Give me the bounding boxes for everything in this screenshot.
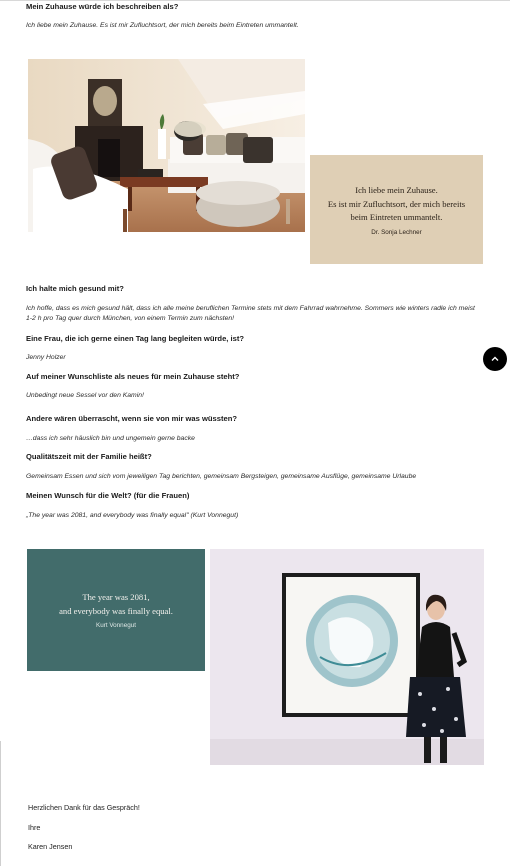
quote-line: Es ist mir Zufluchtsort, der mich bereits	[327, 198, 466, 209]
quote-author: Dr. Sonja Lechner	[371, 229, 422, 236]
answer-surprise: …dass ich sehr häuslich bin und ungemein gerne backe	[26, 435, 195, 442]
answer-world: „The year was 2081, and everybody was finally equal" (Kurt Vonnegut)	[26, 512, 239, 519]
answer-wishlist: Unbedingt neue Sessel vor den Kamin!	[26, 392, 144, 399]
answer-health: Ich hoffe, dass es mich gesund hält, dass ich alle meine beruflichen Termine stets mit dem Fahrrad wahrnehme. Sommers wie winters radle ich meist 1-2 h pro Tag quer durch München, von einem Termin zum nächsten!	[26, 305, 475, 322]
portrait-photo	[210, 549, 484, 765]
quote-text	[27, 590, 205, 618]
question-surprise: Andere wären überrascht, wenn sie von mir was wüssten?	[26, 414, 238, 423]
question-wishlist: Auf meiner Wunschliste als neues für mein Zuhause steht?	[26, 372, 240, 381]
chevron-up-icon	[490, 355, 500, 363]
closing-name: Karen Jensen	[28, 842, 73, 851]
closing-regards: Ihre	[28, 823, 41, 832]
question-woman: Eine Frau, die ich gerne einen Tag lang begleiten würde, ist?	[26, 334, 245, 343]
quote-text	[310, 184, 483, 225]
living-room-photo	[28, 59, 305, 232]
quote-card-home	[310, 155, 483, 264]
answer-family: Gemeinsam Essen und sich vom jeweiligen Tag berichten, gemeinsam Bergsteigen, gemeinsame Ausflüge, gemeinsame Urlaube	[26, 473, 417, 480]
quote-line: and everybody was finally equal.	[59, 606, 173, 616]
quote-author: Kurt Vonnegut	[96, 622, 136, 629]
quote-line: beim Eintreten ummantelt.	[350, 212, 443, 222]
closing-thanks: Herzlichen Dank für das Gespräch!	[28, 803, 140, 812]
answer-home: Ich liebe mein Zuhause. Es ist mir Zufluchtsort, der mich bereits beim Eintreten ummantelt.	[26, 22, 299, 29]
left-divider	[0, 741, 1, 866]
question-family: Qualitätszeit mit der Familie heißt?	[26, 452, 152, 461]
answer-woman: Jenny Holzer	[26, 354, 66, 361]
question-home: Mein Zuhause würde ich beschreiben als?	[26, 2, 179, 11]
question-health: Ich halte mich gesund mit?	[26, 284, 124, 293]
question-world: Meinen Wunsch für die Welt? (für die Frauen)	[26, 491, 190, 500]
quote-line: Ich liebe mein Zuhause.	[355, 185, 438, 195]
quote-line: The year was 2081,	[82, 592, 150, 602]
quote-card-world	[27, 549, 205, 671]
top-divider	[0, 0, 510, 1]
scroll-top-button[interactable]	[483, 347, 507, 371]
